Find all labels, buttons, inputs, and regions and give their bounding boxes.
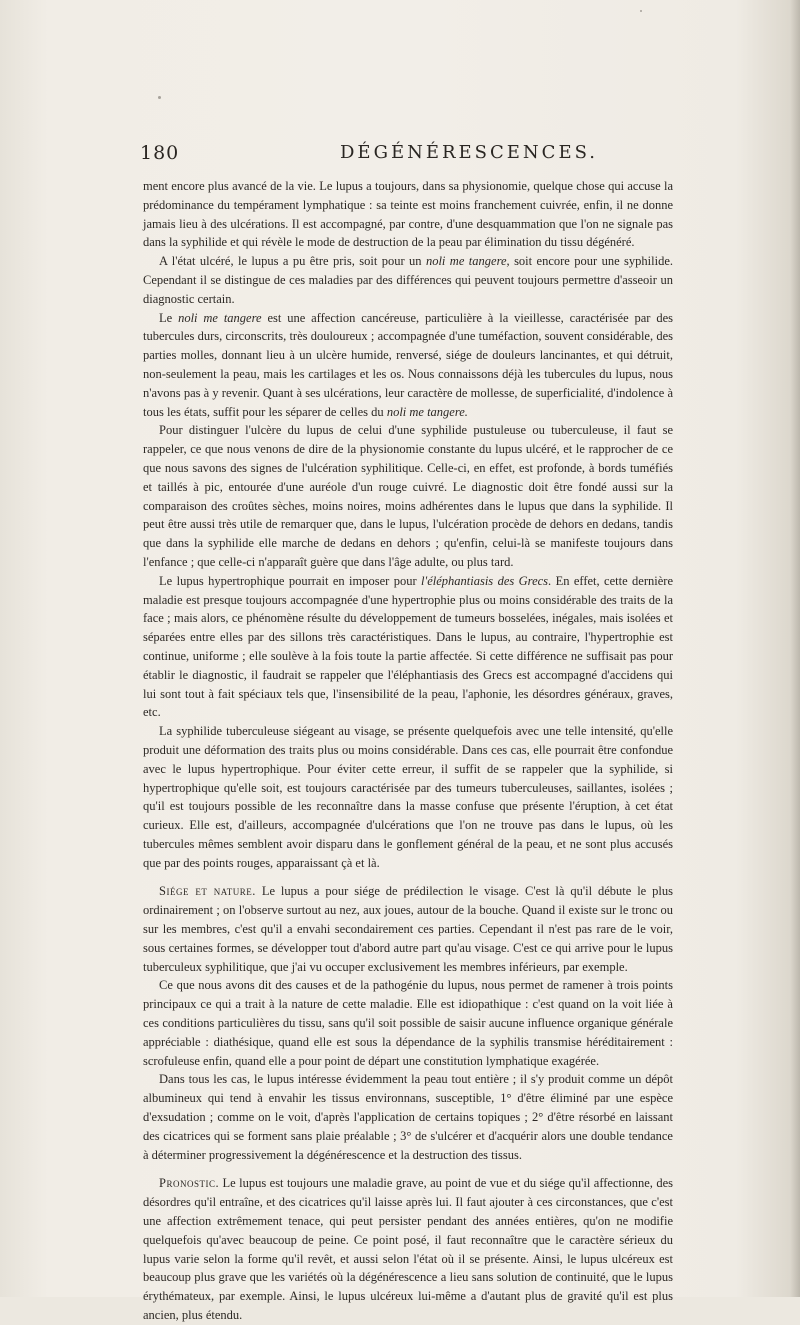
paragraph-3 xyxy=(143,309,673,422)
paragraph-3-italic-term: noli me tangere xyxy=(178,310,262,325)
paragraph-2-italic-term: noli me tangere, xyxy=(425,254,510,269)
page-number: 180 xyxy=(140,142,180,164)
body-text xyxy=(143,177,673,1325)
paragraph-9: Dans tous les cas, le lupus intéresse évidemment la peau tout entière ; il s'y produit comme un dépôt albumineux qui tend à envahir les tissus environnans, susceptible, 1° d'être éliminé par une espèce d'exsudation ; comme on le voit, d'après l'application de certains topiques ; 2° d'être résorbé en laissant des cicatrices qui se forment sans plaie préalable ; 3° de s'ulcérer et d'acquérir alors une double tendance à déterminer progressivement la dégénérescence et la destruction des tissus. xyxy=(143,1072,673,1162)
running-head xyxy=(140,142,672,168)
section-heading-siege: Siége et nature. xyxy=(159,884,256,899)
running-title: DÉGÉNÉRESCENCES. xyxy=(340,142,598,163)
section-siege-et-nature xyxy=(143,882,673,976)
paper-speck xyxy=(158,96,161,99)
paragraph-6: La syphilide tuberculeuse siégeant au visage, se présente quelquefois avec une telle intensité, qu'elle produit une déformation des traits plus ou moins considérable. Dans ces cas, elle pourrait être confondue avec le lupus hypertrophique. Pour éviter cette erreur, il suffit de se rappeler que la syphilide, si hypertrophique qu'elle soit, est toujours caractérisée par des tumeurs tuberculeuses, saillantes, isolées ; qu'il est toujours possible de les reconnaître dans la masse confuse que présente l'éruption, à cet état curieux. Elle est, d'ailleurs, accompagnée d'ulcérations que l'on ne trouve pas dans le lupus, où les tubercules mêmes semblent avoir disparu dans le gonflement général de la peau, et ne sont plus accusés que par des points rouges, apparaissant çà et là. xyxy=(143,724,673,870)
paragraph-5 xyxy=(143,572,673,722)
section-pronostic xyxy=(143,1174,673,1324)
section-pronostic-text: Le lupus est toujours une maladie grave, au point de vue et du siége qu'il affectionne, des désordres qu'il entraîne, et des cicatrices qu'il laisse après lui. Il faut ajouter à ces circonstances, que c'est une affection extrêmement tenace, qui peut persister pendant des années entières, qu'on ne modifie quelquefois qu'avec beaucoup de peine. Ce point posé, il faut reconnaître que le caractère sérieux du lupus varie selon la forme qu'il revêt, et aussi selon l'état où il se présente. Ainsi, le lupus ulcéreux est beaucoup plus grave que les variétés où la dégénérescence a lieu sans solution de continuité, que le lupus érythémateux, par exemple. Ainsi, le lupus ulcéreux lui-même a d'autant plus de gravité qu'il est plus ancien, plus étendu. xyxy=(143,1176,673,1323)
paragraph-8: Ce que nous avons dit des causes et de la pathogénie du lupus, nous permet de ramener à trois points principaux ce qui a trait à la nature de cette maladie. Elle est idiopathique : c'est quand on la voit liée à ces conditions particulières du tissu, sans qu'il soit possible de saisir aucune influence organique générale appréciable : diathésique, quand elle est sous la dépendance de la syphilis transmise héréditairement : scrofuleuse enfin, quand elle a pour point de départ une constitution lymphatique exagérée. xyxy=(143,978,673,1068)
paragraph-3-text-c: est une affection cancéreuse, particulière à la vieillesse, caractérisée par des tubercules durs, circonscrits, très douloureux ; accompagnée d'une tuméfaction, souvent considérable, des parties molles, donnant lieu à un ulcère humide, renversé, siége de douleurs lancinantes, et qui détruit, non-seulement la peau, mais les cartilages et les os. Nous connaissons déjà les tubercules du lupus, nous n'avons pas à y revenir. Quant à ses ulcérations, leur caractère de mollesse, de superficialité, d'indolence à tous les états, suffit pour les séparer de celles du xyxy=(143,310,673,419)
paragraph-2 xyxy=(143,252,673,308)
paragraph-5-text-a: Le lupus hypertrophique pourrait en imposer pour xyxy=(159,573,422,588)
paragraph-4: Pour distinguer l'ulcère du lupus de celui d'une syphilide pustuleuse ou tuberculeuse, il faut se rappeler, ce que nous venons de dire de la physionomie constante du lupus ulcéré, et le rapprocher de ce que nous savons des signes de l'ulcération syphilitique. Celle-ci, en effet, est profonde, à bords tuméfiés et taillés à pic, entourée d'une auréole d'un rouge cuivré. Le diagnostic doit être fondé aussi sur la comparaison des croûtes sèches, moins noires, moins adhérentes dans le lupus que dans la syphilide. Il peut être aussi très utile de remarquer que, dans le lupus, l'ulcération procède de dehors en dedans, tandis que dans la syphilide elle marche de dedans en dehors ; qu'enfin, celui-là se manifeste toujours dans l'enfance ; que celle-ci n'apparaît guère que dans l'âge adulte, ou plus tard. xyxy=(143,423,673,569)
section-heading-pronostic: Pronostic. xyxy=(159,1176,220,1191)
paragraph-3-text-a: Le xyxy=(159,310,179,325)
section-siege-text: Le lupus a pour siége de prédilection le visage. C'est là qu'il débute le plus ordinairement ; on l'observe surtout au nez, aux joues, autour de la bouche. Quand il existe sur le tronc ou sur les membres, c'est qu'il a envahi secondairement ces parties. Cependant il n'est pas rare de le voir, sous certaines formes, se développer tout d'abord autre part qu'au visage. C'est ce qui arrive pour le lupus tuberculeux syphilitique, que j'ai vu occuper exclusivement les membres inférieurs, par exemple. xyxy=(143,884,673,974)
paper-speck xyxy=(640,10,642,12)
paragraph-2-text-a: A l'état ulcéré, le lupus a pu être pris, soit pour un xyxy=(159,254,426,269)
paragraph-5-italic-term: l'éléphantiasis des Grecs xyxy=(421,573,549,588)
paragraph-1: ment encore plus avancé de la vie. Le lupus a toujours, dans sa physionomie, quelque chose qui accuse la prédominance du tempérament lymphatique : sa teinte est moins franchement cuivrée, enfin, il ne donne jamais lieu à des ulcérations. Il est accompagné, par contre, d'une desquammation que l'on ne signale pas dans la syphilide et qui révèle le mode de destruction de la peau par élimination du tissu dégénéré. xyxy=(143,179,673,250)
page-edge-shadow xyxy=(790,0,800,1297)
paragraph-3-italic-term-end: noli me tangere. xyxy=(386,404,468,419)
paragraph-5-text-c: . En effet, cette dernière maladie est presque toujours accompagnée d'une hypertrophie plus ou moins considérable des traits de la face ; mais alors, ce phénomène résulte du développement de tumeurs bosselées, inégales, mais isolées et séparées entre elles par des sillons très caractéristiques. Dans le lupus, au contraire, l'hypertrophie est continue, uniforme ; elle soulève à la fois toute la partie affectée. Si cette différence ne suffisait pas pour établir le diagnostic, il faudrait se rappeler que l'éléphantiasis des Grecs est accompagné d'accidens qui lui sont tout à fait spéciaux tels que, l'insensibilité de la peau, l'aphonie, les désordres généraux, graves, etc. xyxy=(143,573,673,720)
paragraph-2-text-c: soit encore pour une syphilide. Cependant il se distingue de ces maladies par des différences qui peuvent toujours permettre d'asseoir un diagnostic certain. xyxy=(143,254,674,306)
